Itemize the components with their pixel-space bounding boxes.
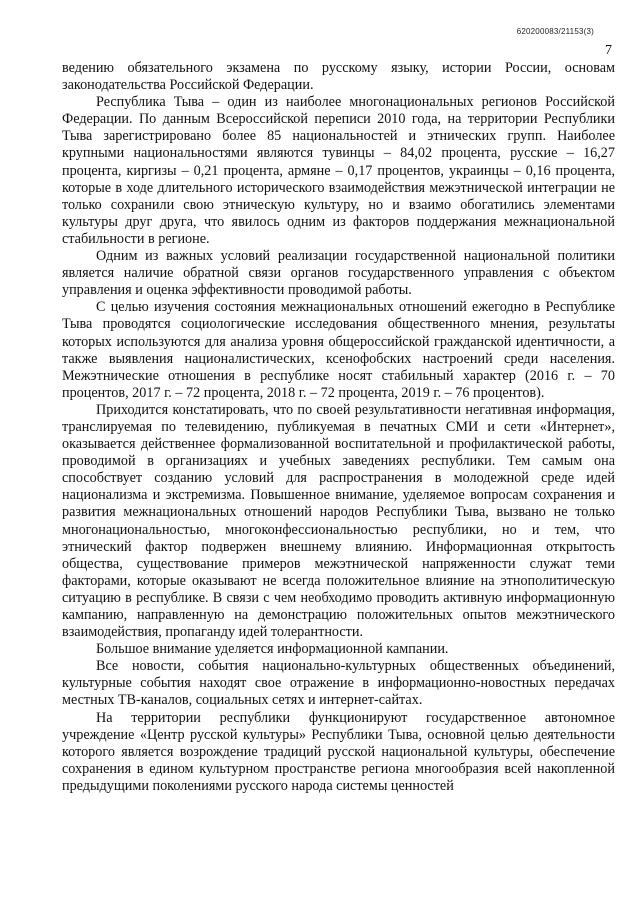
paragraph-russian-culture-center: На территории республики функционируют государственное автономное учреждение «Центр русской культуры» Республики Тыва, основной целью деятельности которого является возрождение традиций русской национальной культуры, обеспечение сохранения в едином культурном пространстве региона многообразия всей накопленной предыдущими поколениями русского народа системы ценностей <box>62 709 615 794</box>
paragraph-information-campaign: Большое внимание уделяется информационной кампании. <box>96 641 449 658</box>
paragraph-ethnic-composition: Республика Тыва – один из наиболее многонациональных регионов Российской Федерации. По данным Всероссийской переписи 2010 года, на территории Республики Тыва зарегистрировано более 85 национальностей и этнических групп. Наиболее крупными национальностями являются тувинцы – 84,02 процента, русские – 16,27 процента, киргизы – 0,21 процента, армяне – 0,17 процентов, украинцы – 0,16 процента, которые в ходе длительного исторического взаимодействия межэтнической интеграции не только сохранили свою этническую культуру, но и взаимо обогатились элементами культуры друг друга, что явилось одним из факторов поддержания межнациональной стабильности в регионе. <box>62 94 615 247</box>
paragraph-feedback-condition: Одним из важных условий реализации государственной национальной политики является наличие обратной связи органов государственного управления с объектом управления и оценка эффективности проводимой работы. <box>62 248 615 299</box>
body-text <box>62 60 615 795</box>
paragraph-continuation: ведению обязательного экзамена по русскому языку, истории России, основам законодательства Российской Федерации. <box>62 60 615 94</box>
paragraph-news-coverage: Все новости, события национально-культурных общественных объединений, культурные события находят свое отражение в информационно-новостных передачах местных ТВ-каналов, социальных сетях и интернет-сайтах. <box>62 658 615 709</box>
paragraph-sociological-research: С целью изучения состояния межнациональных отношений ежегодно в Республике Тыва проводятся социологические исследования общественного мнения, результаты которых используются для анализа уровня общероссийской гражданской идентичности, а также выявления националистических, ксенофобских настроений среди населения. Межэтнические отношения в республике носят стабильный характер (2016 г. – 70 процентов, 2017 г. – 72 процента, 2018 г. – 72 процента, 2019 г. – 76 процентов). <box>62 299 615 401</box>
document-id: 620200083/21153(3) <box>516 27 594 36</box>
paragraph-negative-information: Приходится констатировать, что по своей результативности негативная информация, транслируемая по телевидению, публикуемая в печатных СМИ и сети «Интернет», оказывается действеннее формализованной воспитательной и профилактической работы, проводимой в организациях и учебных заведениях республики. Тем самым она способствует созданию условий для распространения в молодежной среде идей национализма и экстремизма. Повышенное внимание, уделяемое вопросам сохранения и развития межнациональных отношений народов Республики Тыва, вызвано не только многонациональностью, многоконфессиональностью республики, но и тем, что этнический фактор подвержен внешнему влиянию. Информационная открытость общества, существование примеров межэтнической напряженности служат теми факторами, которые оказывают не всегда положительное влияние на этнополитическую ситуацию в республике. В связи с чем необходимо проводить активную информационную кампанию, направленную на демонстрацию положительных опытов межэтнического взаимодействия, пропаганду идей толерантности. <box>62 401 615 641</box>
page-number: 7 <box>605 43 612 58</box>
